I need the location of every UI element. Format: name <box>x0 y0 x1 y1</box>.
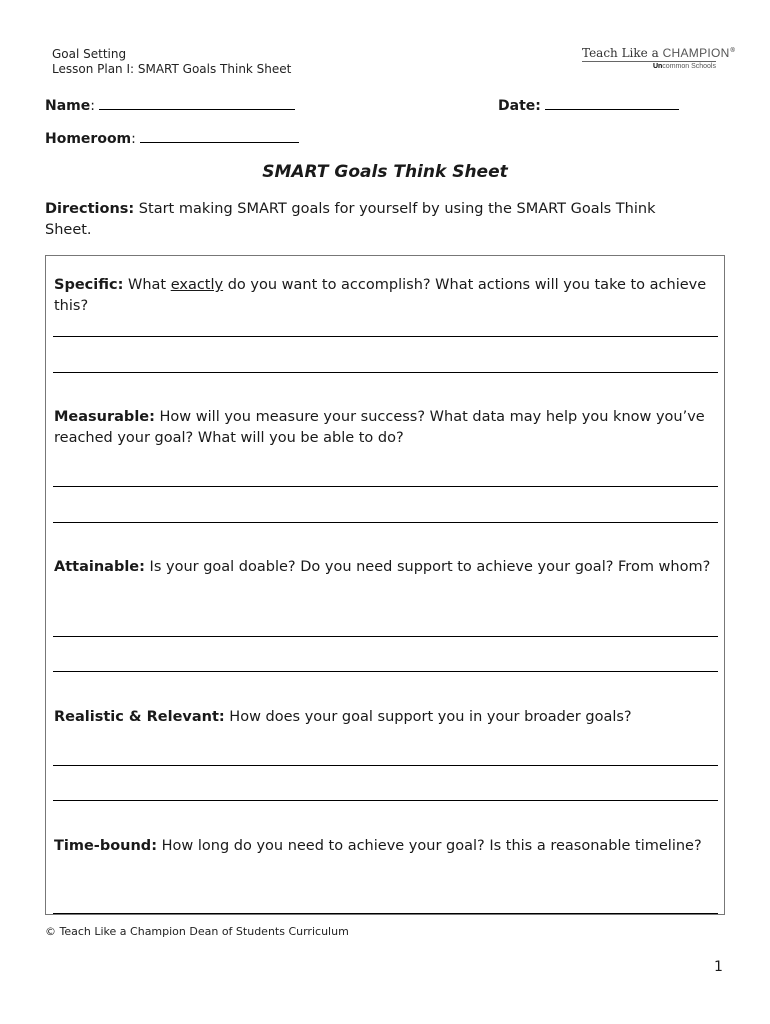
attainable-label: Attainable: <box>54 559 145 575</box>
answer-line[interactable] <box>53 636 718 637</box>
document-header <box>52 47 291 77</box>
copyright-footer: © Teach Like a Champion Dean of Students Curriculum <box>45 925 349 938</box>
specific-label: Specific: <box>54 277 124 293</box>
smart-goals-box <box>45 255 725 915</box>
specific-emphasis: exactly <box>170 277 224 293</box>
timebound-question: Time-bound: How long do you need to achieve your goal? Is this a reasonable timeline? <box>54 838 702 854</box>
logo-subtitle: Uncommon Schools <box>652 63 716 70</box>
realistic-label: Realistic & Relevant: <box>54 709 225 725</box>
date-blank-line[interactable] <box>545 95 679 110</box>
answer-line[interactable] <box>53 372 718 373</box>
directions <box>45 199 705 241</box>
answer-line[interactable] <box>53 486 718 487</box>
answer-line[interactable] <box>53 800 718 801</box>
answer-line[interactable] <box>53 765 718 766</box>
logo-registered-mark: ® <box>729 47 736 54</box>
logo-champion-text: CHAMPION <box>662 46 730 60</box>
header-subject: Goal Setting <box>52 47 127 61</box>
date-field <box>498 95 679 114</box>
measurable-label: Measurable: <box>54 409 155 425</box>
homeroom-label: Homeroom <box>45 131 132 147</box>
teach-like-a-champion-logo <box>582 46 736 70</box>
name-label: Name <box>45 98 91 114</box>
header-lesson: Lesson Plan I: SMART Goals Think Sheet <box>52 62 292 76</box>
homeroom-blank-line[interactable] <box>140 128 299 143</box>
answer-line[interactable] <box>53 336 718 337</box>
date-label: Date: <box>498 98 541 114</box>
timebound-label: Time-bound: <box>54 838 157 854</box>
realistic-question: Realistic & Relevant: How does your goal support you in your broader goals? <box>54 709 632 725</box>
answer-line[interactable] <box>53 913 718 914</box>
directions-label: Directions: <box>45 201 135 217</box>
specific-question: Specific: What exactly do you want to accomplish? What actions will you take to achieve this? <box>54 277 707 314</box>
page-title: SMART Goals Think Sheet <box>262 162 508 182</box>
logo-divider <box>582 61 716 62</box>
measurable-question: Measurable: How will you measure your success? What data may help you know you’ve reached your goal? What will you be able to do? <box>54 409 705 446</box>
directions-text: Start making SMART goals for yourself by using the SMART Goals Think Sheet. <box>45 201 656 238</box>
logo-teach-text: Teach Like a <box>582 46 663 60</box>
name-blank-line[interactable] <box>99 95 295 110</box>
attainable-question: Attainable: Is your goal doable? Do you need support to achieve your goal? From whom? <box>54 559 711 575</box>
page-number: 1 <box>714 959 723 975</box>
name-field: Name: <box>45 95 295 114</box>
answer-line[interactable] <box>53 671 718 672</box>
homeroom-field: Homeroom: <box>45 128 299 147</box>
answer-line[interactable] <box>53 522 718 523</box>
